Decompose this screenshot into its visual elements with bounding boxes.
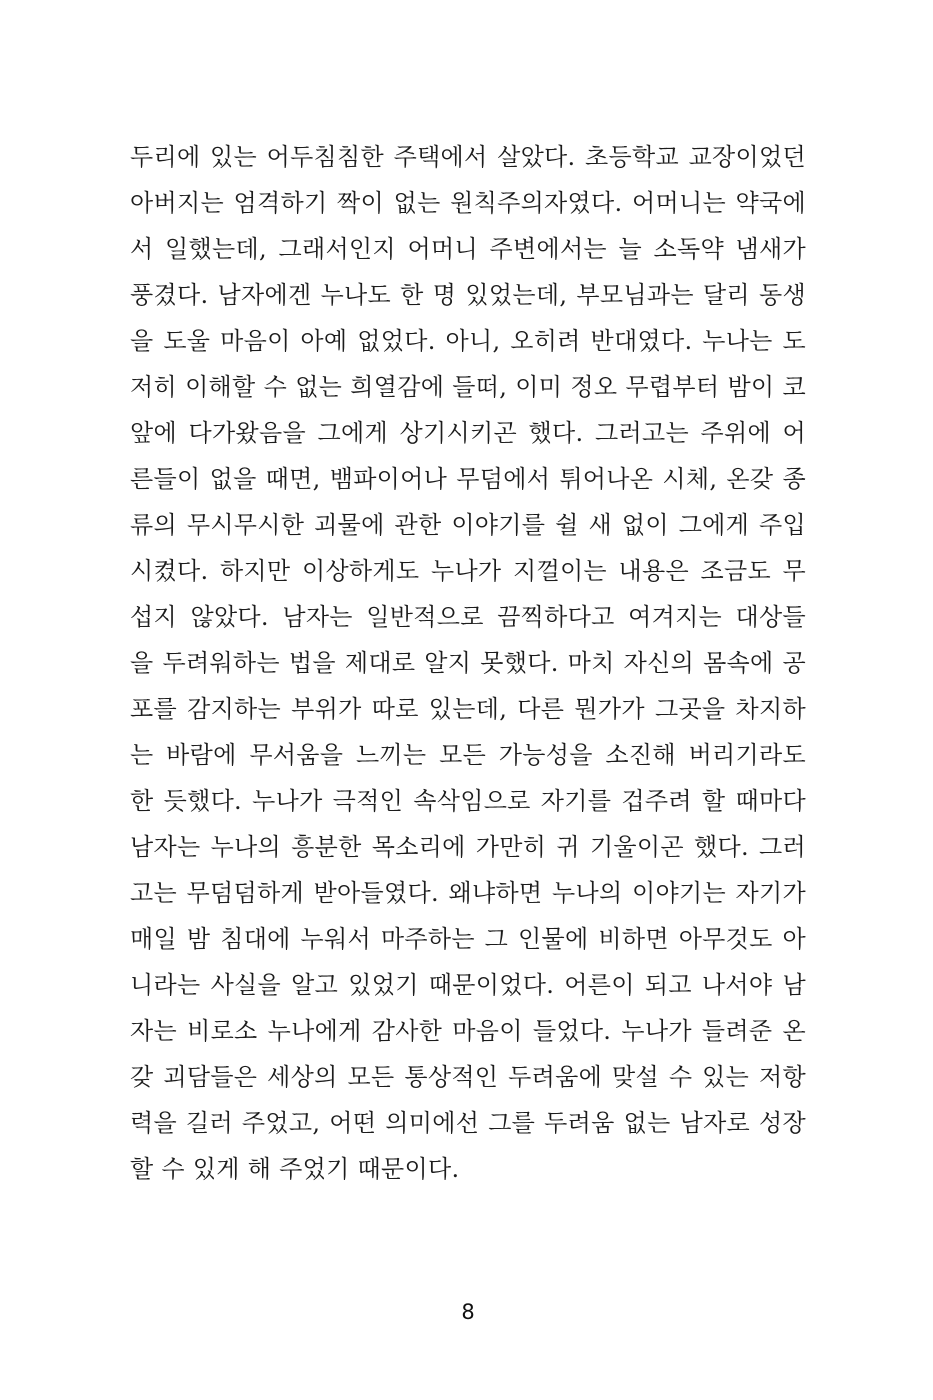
text-line: 앞에 다가왔음을 그에게 상기시키곤 했다. 그러고는 주위에 어 [130,419,806,447]
page-number: 8 [461,1300,475,1324]
text-line: 는 바람에 무서움을 느끼는 모든 가능성을 소진해 버리기라도 [130,741,806,769]
text-line: 두리에 있는 어두침침한 주택에서 살았다. 초등학교 교장이었던 [130,143,806,171]
text-line: 자는 비로소 누나에게 감사한 마음이 들었다. 누나가 들려준 온 [130,1017,806,1045]
text-line: 시켰다. 하지만 이상하게도 누나가 지껄이는 내용은 조금도 무 [130,557,806,585]
text-line: 력을 길러 주었고, 어떤 의미에선 그를 두려움 없는 남자로 성장 [130,1109,806,1137]
text-line: 포를 감지하는 부위가 따로 있는데, 다른 뭔가가 그곳을 차지하 [130,695,806,723]
text-line: 풍겼다. 남자에겐 누나도 한 명 있었는데, 부모님과는 달리 동생 [130,281,806,309]
text-line: 섭지 않았다. 남자는 일반적으로 끔찍하다고 여겨지는 대상들 [130,603,806,631]
text-line: 을 도울 마음이 아예 없었다. 아니, 오히려 반대였다. 누나는 도 [130,327,806,355]
text-line: 을 두려워하는 법을 제대로 알지 못했다. 마치 자신의 몸속에 공 [130,649,806,677]
text-line: 갖 괴담들은 세상의 모든 통상적인 두려움에 맞설 수 있는 저항 [130,1063,806,1091]
text-line: 매일 밤 침대에 누워서 마주하는 그 인물에 비하면 아무것도 아 [130,925,806,953]
text-line: 아버지는 엄격하기 짝이 없는 원칙주의자였다. 어머니는 약국에 [130,189,806,217]
text-line: 할 수 있게 해 주었기 때문이다. [130,1155,460,1183]
text-line: 류의 무시무시한 괴물에 관한 이야기를 쉴 새 없이 그에게 주입 [130,511,806,539]
text-line: 니라는 사실을 알고 있었기 때문이었다. 어른이 되고 나서야 남 [130,971,806,999]
text-line: 고는 무덤덤하게 받아들였다. 왜냐하면 누나의 이야기는 자기가 [130,879,806,907]
text-line: 한 듯했다. 누나가 극적인 속삭임으로 자기를 겁주려 할 때마다 [130,787,806,815]
text-line: 른들이 없을 때면, 뱀파이어나 무덤에서 튀어나온 시체, 온갖 종 [130,465,806,493]
text-line: 저히 이해할 수 없는 희열감에 들떠, 이미 정오 무렵부터 밤이 코 [130,373,806,401]
text-line: 서 일했는데, 그래서인지 어머니 주변에서는 늘 소독약 냄새가 [130,235,806,263]
body-text [130,134,806,1192]
text-line: 남자는 누나의 흥분한 목소리에 가만히 귀 기울이곤 했다. 그러 [130,833,806,861]
